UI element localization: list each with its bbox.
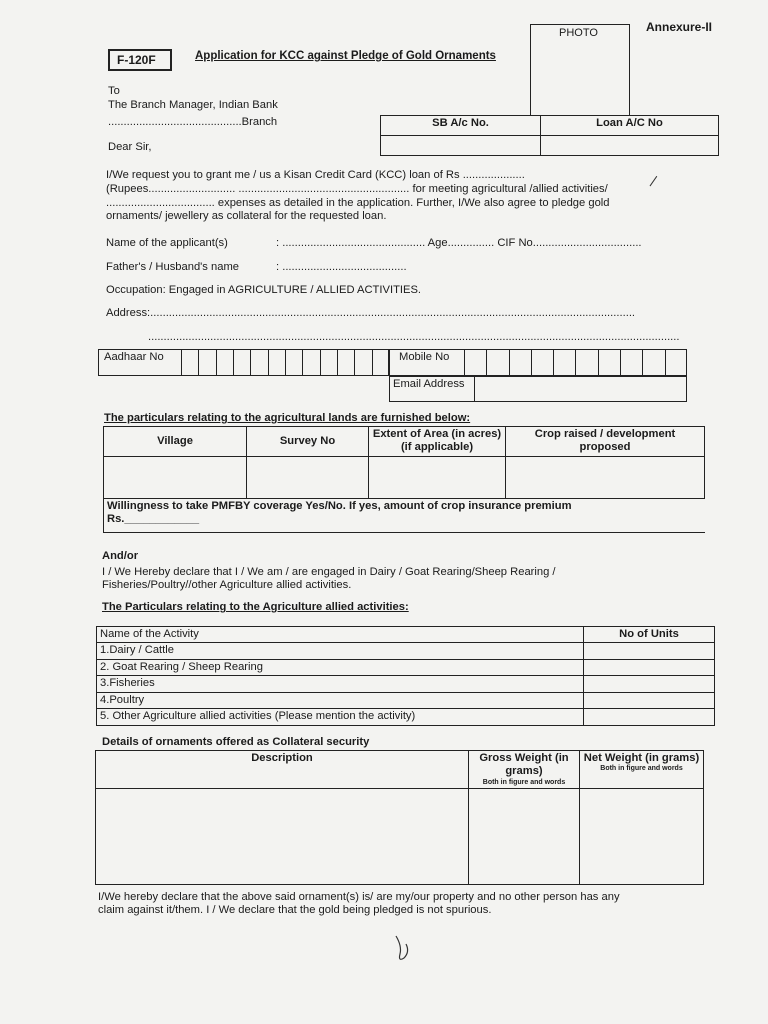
survey-cell[interactable] xyxy=(247,456,369,498)
request-line-2: (Rupees............................ ....................................................... for meeting agricultural /allied activities/ xyxy=(106,183,608,195)
gross-weight-cell[interactable] xyxy=(469,789,580,885)
ornaments-col-description: Description xyxy=(96,751,469,789)
extent-cell[interactable] xyxy=(369,456,506,498)
sb-account-field[interactable] xyxy=(381,136,541,156)
crop-cell[interactable] xyxy=(506,456,705,498)
allied-declaration-1: I / We Hereby declare that I / We am / are engaged in Dairy / Goat Rearing/Sheep Rearing / xyxy=(102,566,556,578)
ornaments-col-gross xyxy=(469,751,580,789)
email-label: Email Address xyxy=(393,378,465,390)
net-weight-note: Both in figure and words xyxy=(600,765,683,773)
allied-row-dairy: 1.Dairy / Cattle xyxy=(97,643,584,659)
allied-row-fisheries: 3.Fisheries xyxy=(97,676,584,692)
lands-header-crop: Crop raised / development proposed xyxy=(506,427,705,457)
lands-header-survey: Survey No xyxy=(247,427,369,457)
applicant-name-label: Name of the applicant(s) xyxy=(106,237,228,249)
net-weight-header: Net Weight (in grams) xyxy=(583,752,700,764)
footer-declaration-1: I/We hereby declare that the above said ornament(s) is/ are my/our property and no other person has any xyxy=(98,891,620,903)
units-fisheries[interactable] xyxy=(584,676,715,692)
units-poultry[interactable] xyxy=(584,692,715,708)
footer-declaration-2: claim against it/them. I / We declare that the gold being pledged is not spurious. xyxy=(98,904,492,916)
allied-table xyxy=(96,626,715,726)
lands-header-extent: Extent of Area (in acres) (if applicable) xyxy=(369,427,506,457)
father-name-field[interactable]: : ........................................ xyxy=(276,261,407,273)
loan-account-field[interactable] xyxy=(541,136,719,156)
aadhaar-digits[interactable] xyxy=(181,349,389,376)
request-line-3: ................................... expenses as detailed in the application. Further, I/We also agree to pledge gold xyxy=(106,197,610,209)
address-field[interactable]: Address:............................................................................................................................................................ xyxy=(106,307,636,319)
to-line: To xyxy=(108,85,120,97)
allied-row-goat: 2. Goat Rearing / Sheep Rearing xyxy=(97,659,584,675)
pen-mark xyxy=(650,176,666,192)
allied-row-other: 5. Other Agriculture allied activities (Please mention the activity) xyxy=(97,709,584,725)
allied-row-poultry: 4.Poultry xyxy=(97,692,584,708)
gross-weight-header: Gross Weight (in grams) xyxy=(479,752,569,778)
photo-label: PHOTO xyxy=(559,27,598,39)
pen-signature-mark xyxy=(388,932,418,968)
ornaments-description-cell[interactable] xyxy=(96,789,469,885)
ornaments-table xyxy=(95,750,704,885)
account-table xyxy=(380,115,719,156)
applicant-name-field[interactable]: : .............................................. Age............... CIF No................................... xyxy=(276,237,642,249)
pmfby-rs[interactable]: Rs.____________ xyxy=(107,513,200,526)
salutation: Dear Sir, xyxy=(108,141,152,153)
loan-account-header: Loan A/C No xyxy=(541,116,719,136)
email-field[interactable] xyxy=(474,376,475,402)
gross-weight-note: Both in figure and words xyxy=(482,778,566,786)
units-dairy[interactable] xyxy=(584,643,715,659)
father-name-label: Father's / Husband's name xyxy=(106,261,239,273)
annexure-label: Annexure-II xyxy=(646,20,713,34)
form-code: F-120F xyxy=(117,53,156,67)
recipient-line: The Branch Manager, Indian Bank xyxy=(108,99,278,111)
ornaments-heading: Details of ornaments offered as Collateral security xyxy=(102,736,370,748)
lands-heading: The particulars relating to the agricultural lands are furnished below: xyxy=(104,412,471,424)
branch-line: ...........................................Branch xyxy=(108,116,278,128)
mobile-digits[interactable] xyxy=(464,349,687,376)
allied-declaration-2: Fisheries/Poultry//other Agriculture allied activities. xyxy=(102,579,352,591)
pmfby-text: Willingness to take PMFBY coverage Yes/No. If yes, amount of crop insurance premium xyxy=(107,499,572,512)
net-weight-cell[interactable] xyxy=(580,789,704,885)
allied-heading: The Particulars relating to the Agriculture allied activities: xyxy=(102,601,409,613)
allied-col-activity: Name of the Activity xyxy=(97,627,584,643)
sb-account-header: SB A/c No. xyxy=(381,116,541,136)
village-cell[interactable] xyxy=(104,456,247,498)
address-field-2[interactable]: ........................................................................................................................................................................... xyxy=(148,331,680,343)
occupation-line: Occupation: Engaged in AGRICULTURE / ALLIED ACTIVITIES. xyxy=(106,284,422,296)
units-other[interactable] xyxy=(584,709,715,725)
ornaments-col-net xyxy=(580,751,704,789)
aadhaar-label: Aadhaar No xyxy=(104,351,164,363)
andor-label: And/or xyxy=(102,550,139,562)
mobile-label: Mobile No xyxy=(399,351,450,363)
request-line-4: ornaments/ jewellery as collateral for the requested loan. xyxy=(106,210,387,222)
lands-table xyxy=(103,426,705,533)
pmfby-row xyxy=(104,498,705,532)
request-line-1: I/We request you to grant me / us a Kisan Credit Card (KCC) loan of Rs .................... xyxy=(106,169,525,181)
allied-col-units: No of Units xyxy=(584,627,715,643)
units-goat[interactable] xyxy=(584,659,715,675)
form-title: Application for KCC against Pledge of Gold Ornaments xyxy=(195,50,496,62)
lands-header-village: Village xyxy=(104,427,247,457)
